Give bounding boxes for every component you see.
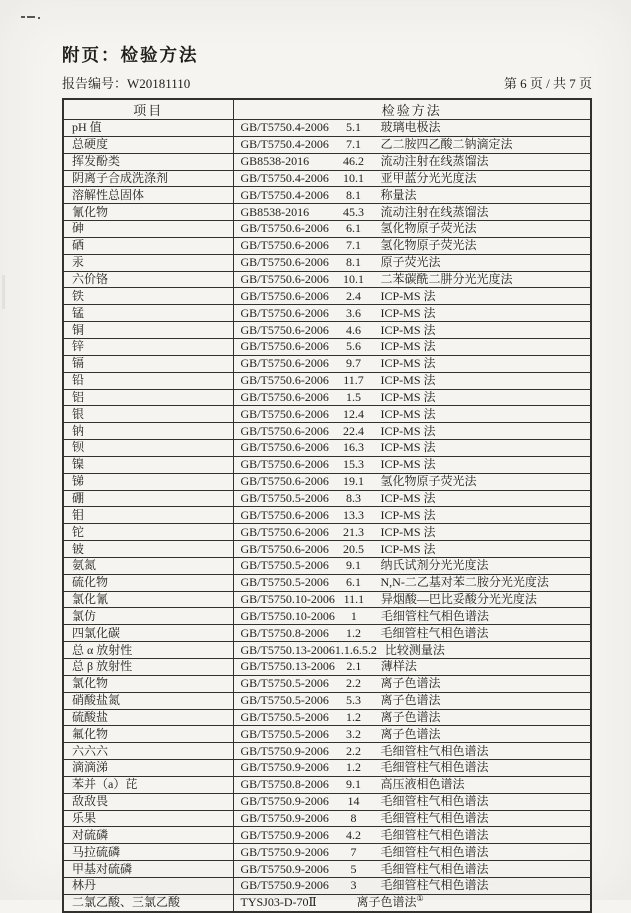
method-cell [233,642,591,659]
method-cell [233,187,591,204]
item-cell: 对硫磷 [63,827,233,844]
method-name: 流动注射在线蒸馏法 [380,154,489,169]
table-header-row [63,99,591,120]
section-number: 11.1 [343,592,365,607]
method-cell [233,136,591,153]
standard-code: GB/T5750.4-2006 [240,187,329,202]
table-row [63,136,591,153]
method-cell [233,221,591,238]
standard-code: GB/T5750.6-2006 [240,255,329,270]
item-cell: 铊 [63,524,233,541]
standard-code: GB/T5750.6-2006 [240,356,329,371]
table-row [63,844,591,861]
standard-code: GB/T5750.5-2006 [240,709,329,724]
section-number: 45.3 [343,204,364,219]
section-number: 10.1 [343,170,364,185]
section-number: 8 [350,811,357,826]
method-name: 氢化物原子荧光法 [380,221,477,236]
method-name: 毛细管柱气相色谱法 [380,827,489,842]
method-name: ICP-MS 法 [380,389,436,404]
method-cell [233,608,591,625]
method-name: 乙二胺四乙酸二钠滴定法 [380,137,513,152]
method-cell [233,170,591,187]
section-number: 4.2 [346,827,361,842]
method-cell [233,490,591,507]
item-cell: 硼 [63,490,233,507]
section-number: 3.2 [346,726,361,741]
method-cell [233,524,591,541]
method-name: 异烟酸—巴比妥酸分光光度法 [380,592,537,607]
method-cell [233,861,591,878]
method-name: 毛细管柱气相色谱法 [380,861,489,876]
section-number: 1.5 [346,389,361,404]
table-row [63,659,591,676]
section-number: 8.3 [346,490,361,505]
section-number: 16.3 [343,440,364,455]
table-row [63,153,591,170]
method-name: ICP-MS 法 [380,288,436,303]
section-number: 1.2 [346,709,361,724]
standard-code: GB/T5750.5-2006 [240,676,329,691]
section-number: 5.3 [346,693,361,708]
standard-code: GB/T5750.10-2006 [240,592,335,607]
method-name: 氢化物原子荧光法 [380,238,477,253]
section-number: 6.1 [346,575,361,590]
item-cell: 铍 [63,541,233,558]
section-number: 7.1 [346,238,361,253]
item-cell: 氯仿 [63,608,233,625]
standard-code: GB/T5750.10-2006 [240,608,335,623]
table-row [63,692,591,709]
standard-code: GB/T5750.9-2006 [240,878,329,893]
method-cell [233,456,591,473]
method-cell [233,541,591,558]
page-title: 附页：检验方法 [62,45,199,65]
section-number: 20.5 [343,541,364,556]
method-cell [233,776,591,793]
table-row [63,288,591,305]
section-number: 5 [350,861,357,876]
method-name: 毛细管柱气相色谱法 [380,625,489,640]
method-cell [233,760,591,777]
item-cell: 砷 [63,221,233,238]
table-row [63,271,591,288]
item-cell: 总 α 放射性 [63,642,233,659]
table-row [63,237,591,254]
section-number: 19.1 [343,474,364,489]
standard-code: GB/T5750.6-2006 [240,288,329,303]
method-name: 毛细管柱气相色谱法 [380,608,489,623]
method-name: 高压液相色谱法 [380,777,465,792]
section-number: 10.1 [343,272,364,287]
method-cell [233,709,591,726]
standard-code: GB/T5750.6-2006 [240,221,329,236]
standard-code: GB/T5750.5-2006 [240,575,329,590]
method-name: 毛细管柱气相色谱法 [380,760,489,775]
method-name: ICP-MS 法 [380,507,436,522]
item-cell: 六六六 [63,743,233,760]
section-number: 46.2 [343,154,364,169]
table-row [63,524,591,541]
table-row [63,541,591,558]
section-number: 15.3 [343,457,364,472]
standard-code: GB8538-2016 [240,154,310,169]
item-cell: 滴滴涕 [63,760,233,777]
method-name: 毛细管柱气相色谱法 [380,743,489,758]
standard-code: GB/T5750.6-2006 [240,440,329,455]
method-cell [233,625,591,642]
standard-code: GB/T5750.6-2006 [240,373,329,388]
method-name: N,N-二乙基对苯二胺分光光度法 [380,575,549,590]
item-cell: 马拉硫磷 [63,844,233,861]
table-row [63,709,591,726]
method-cell [233,877,591,894]
method-cell [233,557,591,574]
meta-row [62,75,592,93]
table-row [63,170,591,187]
method-cell [233,237,591,254]
section-number: 5.1 [346,120,361,135]
table-row [63,760,591,777]
method-cell [233,473,591,490]
method-name: 离子色谱法 [380,709,441,724]
method-name: 比较测量法 [384,642,445,657]
standard-code: GB/T5750.13-2006 [240,642,335,657]
method-cell [233,153,591,170]
standard-code: GB/T5750.9-2006 [240,743,329,758]
table-row [63,187,591,204]
method-name: 毛细管柱气相色谱法 [380,811,489,826]
section-number: 8.1 [346,255,361,270]
method-name: 原子荧光法 [380,255,441,270]
standard-code: GB/T5750.5-2006 [240,558,329,573]
section-number: 14 [347,794,360,809]
method-name: ICP-MS 法 [380,339,436,354]
column-header-method: 检验方法 [233,99,591,120]
standard-code: GB/T5750.6-2006 [240,524,329,539]
standard-code: GB/T5750.8-2006 [240,625,329,640]
method-cell [233,743,591,760]
section-number: 1.2 [346,760,361,775]
method-name: ICP-MS 法 [380,440,436,455]
item-cell: 银 [63,406,233,423]
method-cell [233,406,591,423]
standard-code: GB/T5750.4-2006 [240,137,329,152]
item-cell: 铝 [63,389,233,406]
table-row [63,338,591,355]
method-cell [233,204,591,221]
table-row [63,305,591,322]
method-cell [233,507,591,524]
table-row [63,591,591,608]
section-number: 5.6 [346,339,361,354]
item-cell: 钡 [63,440,233,457]
standard-code: GB8538-2016 [240,204,310,219]
standard-code: GB/T5750.6-2006 [240,457,329,472]
column-header-item: 项目 [63,99,233,120]
section-number: 8.1 [346,187,361,202]
table-row [63,675,591,692]
item-cell: 敌敌畏 [63,793,233,810]
method-cell [233,793,591,810]
method-name: 亚甲蓝分光光度法 [380,170,477,185]
section-number: 3.6 [346,305,361,320]
standard-code: TYSJ03-D-70Ⅱ [240,895,317,910]
section-number: 1 [350,608,357,623]
method-cell [233,322,591,339]
method-cell [233,844,591,861]
section-number: 9.7 [346,356,361,371]
table-row [63,861,591,878]
item-cell: 铁 [63,288,233,305]
table-row [63,894,591,911]
standard-code: GB/T5750.6-2006 [240,507,329,522]
standard-code: GB/T5750.6-2006 [240,305,329,320]
method-name: 毛细管柱气相色谱法 [380,878,489,893]
table-row [63,743,591,760]
standard-code: GB/T5750.6-2006 [240,474,329,489]
item-cell: 乐果 [63,810,233,827]
item-cell: 总 β 放射性 [63,659,233,676]
item-cell: 硒 [63,237,233,254]
section-number: 9.1 [346,558,361,573]
page-indicator: 第 6 页 / 共 7 页 [503,76,592,91]
section-number: 12.4 [343,406,364,421]
table-row [63,625,591,642]
item-cell: 氨氮 [63,557,233,574]
table-row [63,389,591,406]
method-cell [233,254,591,271]
item-cell: 溶解性总固体 [63,187,233,204]
section-number: 13.3 [343,507,364,522]
item-cell: 镉 [63,355,233,372]
item-cell: 氟化物 [63,726,233,743]
standard-code: GB/T5750.6-2006 [240,322,329,337]
section-number: 4.6 [346,322,361,337]
item-cell: 铜 [63,322,233,339]
item-cell: 氯化物 [63,675,233,692]
standard-code: GB/T5750.9-2006 [240,811,329,826]
table-row [63,406,591,423]
standard-code: GB/T5750.13-2006 [240,659,335,674]
section-number: 6.1 [346,221,361,236]
section-number: 2.4 [346,288,361,303]
method-cell [233,288,591,305]
method-name: ICP-MS 法 [380,305,436,320]
item-cell: 氯化氰 [63,591,233,608]
standard-code: GB/T5750.6-2006 [240,389,329,404]
table-row [63,776,591,793]
standard-code: GB/T5750.4-2006 [240,170,329,185]
standard-code: GB/T5750.5-2006 [240,490,329,505]
standard-code: GB/T5750.5-2006 [240,726,329,741]
table-row [63,877,591,894]
method-cell [233,659,591,676]
method-name: 流动注射在线蒸馏法 [380,204,489,219]
method-name: ICP-MS 法 [380,356,436,371]
section-number: 11.7 [343,373,364,388]
method-name: 薄样法 [380,659,417,674]
table-row [63,440,591,457]
method-name: ICP-MS 法 [380,457,436,472]
section-number: 2.2 [346,743,361,758]
section-number: 3 [350,878,357,893]
table-row [63,355,591,372]
method-cell [233,440,591,457]
method-name: 称量法 [380,187,417,202]
method-name: ICP-MS 法 [380,406,436,421]
table-row [63,810,591,827]
item-cell: 六价铬 [63,271,233,288]
item-cell: 锑 [63,473,233,490]
table-row [63,608,591,625]
method-name: ICP-MS 法 [380,524,436,539]
method-cell [233,810,591,827]
section-number: 1.2 [346,625,361,640]
item-cell: 总硬度 [63,136,233,153]
table-body [63,120,591,912]
table-row [63,642,591,659]
item-cell: 挥发酚类 [63,153,233,170]
table-row [63,372,591,389]
scan-speck [27,16,35,18]
item-cell: 锌 [63,338,233,355]
method-cell [233,675,591,692]
scan-smudge [2,275,5,309]
table-row [63,221,591,238]
standard-code: GB/T5750.6-2006 [240,238,329,253]
item-cell: 硫化物 [63,574,233,591]
method-name: 毛细管柱气相色谱法 [380,844,489,859]
standard-code: GB/T5750.8-2006 [240,777,329,792]
method-name: 离子色谱法① [356,894,424,910]
method-name: ICP-MS 法 [380,423,436,438]
method-name: ICP-MS 法 [380,373,436,388]
table-row [63,793,591,810]
item-cell: 铅 [63,372,233,389]
item-cell: 汞 [63,254,233,271]
item-cell: pH 值 [63,120,233,137]
method-cell [233,389,591,406]
item-cell: 钠 [63,423,233,440]
item-cell: 四氯化碳 [63,625,233,642]
scan-speck [38,17,40,19]
item-cell: 镍 [63,456,233,473]
method-cell [233,305,591,322]
standard-code: GB/T5750.6-2006 [240,406,329,421]
standard-code: GB/T5750.6-2006 [240,541,329,556]
section-number: 7.1 [346,137,361,152]
method-name: 纳氏试剂分光光度法 [380,558,489,573]
item-cell: 甲基对硫磷 [63,861,233,878]
section-number: 2.1 [346,659,362,674]
method-name: 离子色谱法 [380,676,441,691]
standard-code: GB/T5750.9-2006 [240,760,329,775]
report-number: 报告编号：W20181110 [62,76,191,91]
section-number: 22.4 [343,423,364,438]
item-cell: 苯并（a）芘 [63,776,233,793]
item-cell: 氰化物 [63,204,233,221]
method-cell [233,692,591,709]
item-cell: 钼 [63,507,233,524]
section-number: 2.2 [346,676,361,691]
item-cell: 硝酸盐氮 [63,692,233,709]
method-cell [233,591,591,608]
method-cell [233,338,591,355]
standard-code: GB/T5750.9-2006 [240,844,329,859]
table-row [63,574,591,591]
item-cell: 林丹 [63,877,233,894]
section-number: 7 [350,844,357,859]
method-cell [233,726,591,743]
item-cell: 二氯乙酸、三氯乙酸 [63,894,233,911]
method-cell [233,827,591,844]
table-row [63,507,591,524]
table-row [63,423,591,440]
method-cell [233,355,591,372]
standard-code: GB/T5750.4-2006 [240,120,329,135]
standard-code: GB/T5750.9-2006 [240,861,329,876]
section-number: 1.1.6.5.2 [334,642,377,657]
method-name: ICP-MS 法 [380,322,436,337]
footnote-mark: ① [416,894,424,904]
table-row [63,322,591,339]
method-name: ICP-MS 法 [380,541,436,556]
method-name: 离子色谱法 [380,693,441,708]
method-name: ICP-MS 法 [380,490,436,505]
method-name: 二苯碳酰二肼分光光度法 [380,272,513,287]
method-name: 氢化物原子荧光法 [380,474,477,489]
method-name: 离子色谱法 [380,726,441,741]
table-row [63,456,591,473]
method-cell [233,423,591,440]
table-row [63,120,591,137]
method-cell [233,372,591,389]
standard-code: GB/T5750.9-2006 [240,827,329,842]
method-cell [233,120,591,137]
table-row [63,490,591,507]
standard-code: GB/T5750.6-2006 [240,423,329,438]
method-cell [233,271,591,288]
item-cell: 硫酸盐 [63,709,233,726]
scan-speck [21,16,25,18]
standard-code: GB/T5750.6-2006 [240,272,329,287]
inspection-method-table [62,98,592,913]
section-number: 21.3 [343,524,364,539]
method-name: 玻璃电极法 [380,120,441,135]
table-row [63,557,591,574]
table-row [63,726,591,743]
method-cell [233,574,591,591]
table-row [63,827,591,844]
table-row [63,473,591,490]
table-row [63,254,591,271]
method-name: 毛细管柱气相色谱法 [380,794,489,809]
standard-code: GB/T5750.5-2006 [240,693,329,708]
section-number: 9.1 [346,777,361,792]
page-content [62,44,592,913]
table-row [63,204,591,221]
item-cell: 阴离子合成洗涤剂 [63,170,233,187]
standard-code: GB/T5750.6-2006 [240,339,329,354]
method-cell [233,894,591,911]
item-cell: 锰 [63,305,233,322]
standard-code: GB/T5750.9-2006 [240,794,329,809]
